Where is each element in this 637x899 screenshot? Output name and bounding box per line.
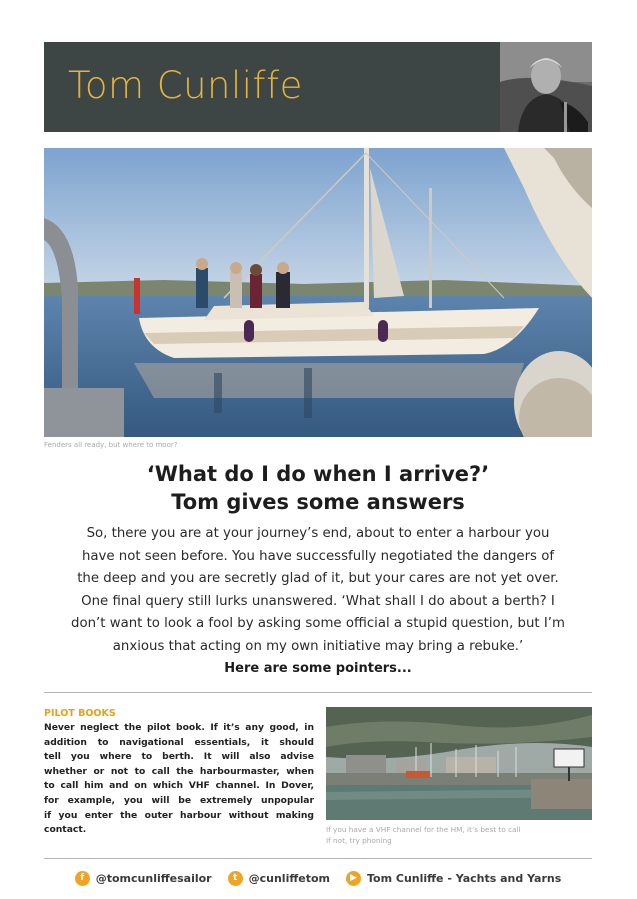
facebook-handle: @tomcunliffesailor [95, 871, 212, 885]
intro-line: anxious that acting on my own initiative may bring a rebuke.’ [112, 638, 524, 654]
intro-line: One final query still lurks unanswered. ‘What shall I do about a berth? I [81, 593, 555, 609]
dover-harbour-photo [326, 707, 592, 820]
social-youtube[interactable] [346, 871, 561, 886]
author-portrait [500, 42, 592, 132]
intro-line: the deep and you are secretly glad of it, but your cares are not yet over. [77, 571, 559, 586]
header-bar [44, 42, 500, 132]
hero-caption: Fenders all ready, but where to moor? [44, 441, 178, 449]
intro-paragraph [40, 523, 596, 658]
youtube-icon: ▶ [346, 871, 361, 886]
social-facebook[interactable] [75, 871, 212, 886]
body-line: to call him and on which VHF channel. In Dover, [44, 780, 314, 792]
body-line: whether or not to call the harbourmaster, when [44, 765, 314, 777]
twitter-icon: t [228, 871, 243, 886]
social-footer [44, 868, 592, 888]
dover-caption-line-2: If not, try phoning [326, 836, 392, 845]
divider-bottom [44, 858, 592, 859]
divider-top [44, 692, 592, 693]
facebook-icon: f [75, 871, 90, 886]
social-twitter[interactable] [228, 871, 330, 886]
section-label-pilot-books: PILOT BOOKS [44, 708, 116, 719]
body-line: for example, you will be extremely unpopular [44, 794, 314, 806]
page-title: Tom Cunliffe [68, 64, 303, 107]
headline-line-1: ‘What do I do when I arrive?’ [146, 462, 490, 486]
headline [44, 460, 592, 516]
youtube-channel: Tom Cunliffe - Yachts and Yarns [366, 871, 562, 885]
body-line: contact. [44, 824, 87, 836]
intro-line: don’t want to look a fool by asking some official a stupid question, but I’m [71, 616, 565, 631]
body-line: tell you where to berth. It will also advise [44, 751, 314, 763]
twitter-handle: @cunliffetom [248, 871, 330, 885]
hero-photo [44, 148, 592, 437]
body-line: Never neglect the pilot book. If it’s any good, in [44, 722, 314, 733]
intro-line: So, there you are at your journey’s end, about to enter a harbour you [86, 526, 550, 541]
intro-line: have not seen before. You have successfully negotiated the dangers of [81, 548, 555, 564]
pilot-books-body [44, 721, 314, 838]
pointers-lead: Here are some pointers... [224, 661, 412, 676]
body-line: if you enter the outer harbour without making [44, 809, 314, 821]
body-line: addition to navigational essentials, it should [44, 736, 314, 748]
headline-line-2: Tom gives some answers [171, 490, 465, 514]
dover-caption-line-1: If you have a VHF channel for the HM, it’s best to call [326, 825, 521, 834]
dover-caption [326, 824, 592, 846]
